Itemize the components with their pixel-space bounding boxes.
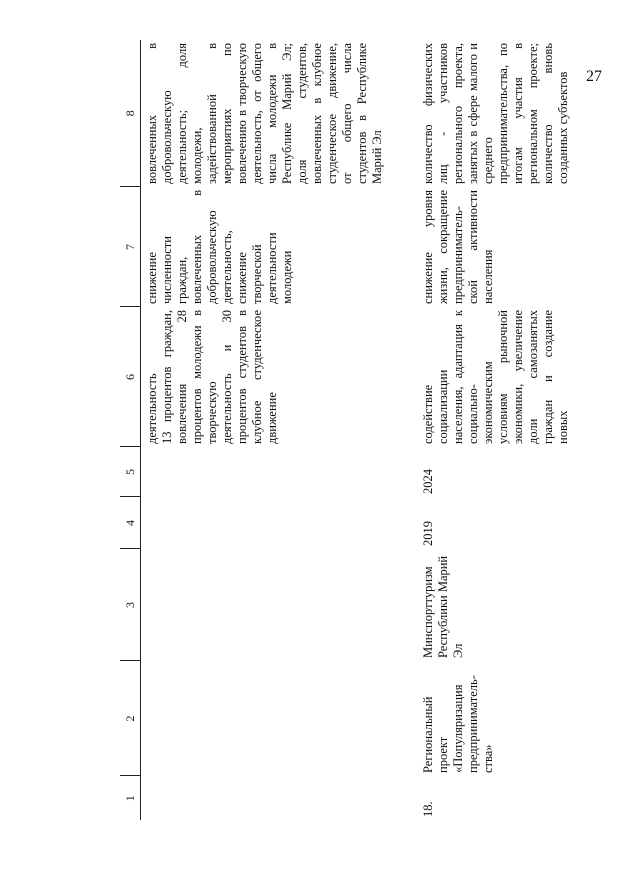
table-row — [141, 40, 400, 820]
indicators — [399, 40, 596, 187]
column-header: 3 — [120, 549, 141, 661]
rotated-table-page — [120, 40, 580, 820]
page-number: 27 — [586, 68, 602, 85]
indicators-text: вовлеченных в добровольческую деятельность; доля молодежи, задействованной в мероприятиях по вовлечению в творческую деятельность, от общего числа молодежи в Республике Марий Эл; доля студентов, вовлеченных в клубное студенческое движение, от общего числа студентов в Республике Марий Эл — [145, 43, 384, 184]
column-header: 8 — [120, 40, 141, 187]
consequences-text: снижение численности граждан, вовлеченных в добровольческую деятельность, снижение творческой деятельности молодежи — [145, 190, 294, 304]
column-header: 7 — [120, 187, 141, 307]
row-number — [141, 776, 400, 820]
project-name — [141, 661, 400, 776]
executor — [141, 549, 400, 661]
column-header: 5 — [120, 447, 141, 497]
project-name: Региональный проект «Популяризация предприниматель-ства» — [421, 675, 495, 773]
row-number: 18. — [421, 801, 435, 817]
executor: Минспорттуризм Республики Марий Эл — [421, 555, 465, 658]
end-year — [141, 447, 400, 497]
program-table — [120, 40, 596, 820]
start-year: 2019 — [421, 521, 435, 546]
indicators — [141, 40, 400, 187]
expected-result-text: содействие социализации населения, адаптация к социально-экономическим условиям рыночной экономики, увеличение доли самозанятых граждан и создание новых — [421, 310, 570, 444]
column-header: 2 — [120, 661, 141, 776]
expected-result-text: деятельность 13 процентов граждан, вовлечения 28 процентов молодежи в творческую деятельность и 30 процентов студентов в клубное студенческое движение — [145, 310, 279, 444]
expected-result — [399, 307, 596, 447]
end-year: 2024 — [421, 469, 435, 494]
consequences — [399, 187, 596, 307]
table-row — [399, 40, 596, 820]
start-year — [141, 497, 400, 549]
expected-result — [141, 307, 400, 447]
consequences — [141, 187, 400, 307]
column-header: 1 — [120, 776, 141, 820]
consequences-text: снижение уровня жизни, сокращение предприниматель-ской активности населения — [421, 190, 495, 304]
table-header-row — [120, 40, 141, 820]
column-header: 4 — [120, 497, 141, 549]
column-header: 6 — [120, 307, 141, 447]
indicators-text: количество физических лиц - участников регионального проекта, занятых в сфере малого и среднего предпринимательства, по итогам участия в региональном проекте; количество вновь созданных субъектов — [421, 43, 570, 184]
